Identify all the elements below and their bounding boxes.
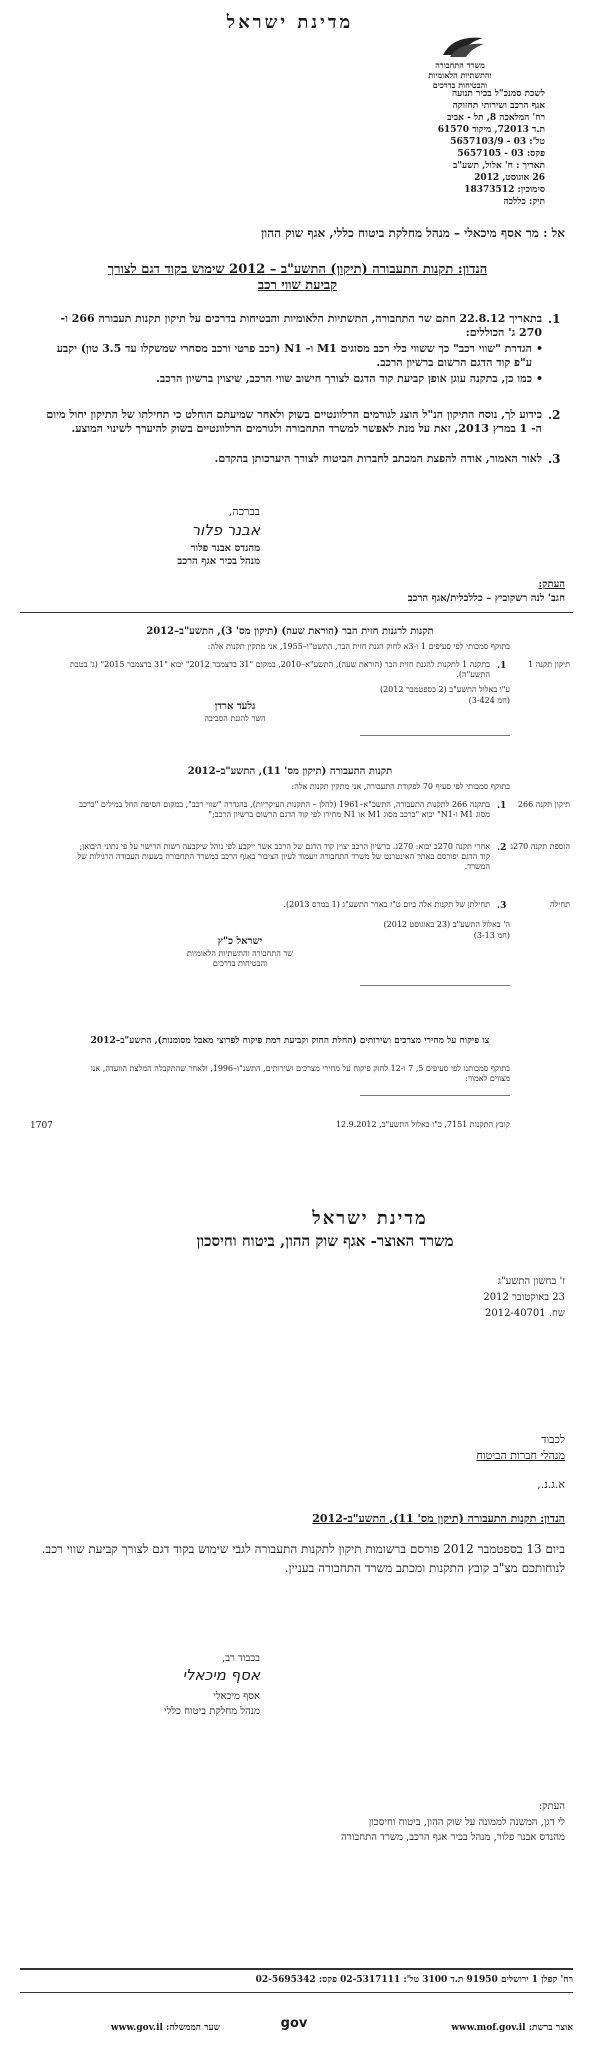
letter2-date-greg: 23 באוקטובר 2012	[483, 1292, 565, 1303]
gazette-reg2-signer: ישראל כ"ץ	[217, 936, 263, 947]
letter2-dept-title: משרד האוצר- אגף שוק ההון, ביטוח וחיסכון	[196, 1232, 454, 1250]
letter1-cc-line: חגב' לנה רשקוביץ – כללכלית/אגף הרכב	[407, 593, 565, 604]
gazette-reg2-signer-title	[160, 949, 320, 969]
letter1-para2: כידוע לך, נוסח התיקון הנ"ל הוצג לגורמים הרלוונטיים בשוק ולאחר שמיעתם הוחלט כי תחילתו של התיקון יחול מיום ה- 1 במרץ 2013, זאת על מנת לאפשר למשרד התחבורה ולגורמים הרלוונטיים בשוק להיערך לשינוי המוצע.	[46, 408, 542, 435]
gazette-reg1-ref: (חמ 3-424)	[468, 696, 510, 705]
para-number: .2	[548, 408, 561, 422]
letter2-regards: בכבוד רב,	[222, 1653, 260, 1664]
gazette-reg3-title: צו פיקוח על מחירי מצרכים ושירותים (החלת החוק וקביעת רמת פיקוח לפרוצי מאבל מסומנות), התשע"ב–2012	[90, 1036, 490, 1046]
sender-line: ת.ד 72013, מיקוד 61570	[437, 125, 545, 135]
gazette-margin-note: הוספת תקנה 270ג	[510, 842, 570, 851]
gazette-page-number: 1707	[30, 1121, 53, 1131]
sender-line: אגף הרכב ושירותי תחזוקה	[452, 101, 545, 111]
letter2-body: ביום 13 בספטמבר 2012 פורסם ברשומות תיקון לתקנות התעבורה לגבי שימוש בקוד דגם לצורך קביעת שווי רכב. לנוחותכם מצ"ב קובץ התקנות ומכתב משרד התחבורה בעניין.	[41, 1542, 565, 1575]
para-number: .2	[497, 843, 507, 853]
ministry-emblem-icon	[438, 30, 488, 60]
sender-line: פקס: 03 - 5657105	[457, 149, 545, 159]
gazette-margin-note: תיקון תקנה 266	[517, 800, 570, 809]
letter1-subject-line: הנדון: תקנות התעבורה (תיקון) התשע"ב – 2012 שימוש בקוד דגם לצורך	[107, 262, 488, 277]
letter2-subject: הנדון: תקנות התעבורה (תיקון מס' 11), התשע"ב-2012	[312, 1512, 565, 1525]
ministry-logo-line: משרד התחבורה	[435, 60, 485, 70]
letter2-greeting: א.ג.נ.,	[537, 1478, 565, 1491]
sender-block	[395, 88, 545, 208]
letter1-cc-label: העתק:	[538, 579, 565, 590]
letter1-subject-line: קביעת שווי רכב	[257, 278, 338, 293]
sender-line: רח' המלאכה 8, תל - אביב	[447, 113, 545, 123]
signer-title-line: שר התחבורה והתשתיות הלאומיות	[187, 949, 293, 958]
letter1-signature: אבנר פלור	[191, 521, 260, 539]
gazette-reg2-para3: תחילתן של תקנות אלה ביום ט"ז באדר התשע"ג (1 במרס 2013).	[283, 900, 490, 909]
divider	[360, 735, 510, 736]
letter2-cc-label: העתק:	[538, 1801, 565, 1812]
gazette-reg1-title: תקנות לרגנות חזית הבר (הוראת שעה) (תיקון מס' 3), התשע"ב–2012	[146, 626, 434, 637]
state-title: מדינת ישראל	[312, 1208, 428, 1229]
gazette-reg1-signer: גלעד ארדן	[214, 701, 256, 712]
letter2-signature: אסף מיכאלי	[182, 1666, 260, 1684]
para-number: .3	[497, 901, 507, 911]
gazette-margin-note: תחילה	[549, 900, 570, 909]
para-number: .1	[497, 661, 507, 671]
gazette-reg2-para1: בתקנה 266 לתקנות התעבורה, התשכ"א–1961 (להלן – התקנות העיקריות), בהגדרה "שווי רכב", במקום הסיפה החל במילים "ברכב מסוג M1 ו-N1" יבוא "ברכב מסוג M1 או N1 מחירו לפי קוד הדגם הרשום ברשיון הרכב;"	[79, 800, 490, 819]
gazette-reg2-date: ה' באלול התשע"ב (23 באוגוסט 2012)	[383, 920, 510, 929]
gazette-reg1-text: בתקנה 1 לתקנות להגנת חזית הבר (הוראת שעה), התשע"א–2010, במקום "31 בדצמבר 2012" יבוא "31 בדצמבר 2015" (ג' בטבת התשע"ה).	[70, 660, 490, 679]
letter1-addressee: אל : מר אסף מיכאלי – מנהל מחלקת ביטוח כללי, אגף שוק ההון	[261, 226, 565, 240]
sender-line: תיק: כללכה	[503, 197, 545, 207]
letter2-to-label: לכבוד	[541, 1433, 565, 1446]
letter1-regards: בברכה,	[228, 505, 260, 518]
gov-logo-icon: gov	[280, 2016, 308, 2031]
gazette-reg1-signer-title: השר להגנת הסביבה	[204, 714, 266, 723]
sender-line: טל': 03 - 5657103/9	[450, 137, 545, 147]
gazette-reg2-intro: בתוקף סמכותי לפי סעיף 70 לפקודת התעבורה, אני מתקין תקנות אלה:	[291, 782, 510, 791]
gazette-margin-note: תיקון תקנה 1	[528, 660, 570, 669]
letter2-cc-line: מהנדס אבנר פלור, מנהל בכיר אגף הרכב, משרד התחבורה	[341, 1832, 565, 1843]
bullet-icon: •	[536, 342, 544, 355]
gazette-reg2-ref: (חמ 3-13)	[473, 931, 510, 940]
letter1-bullet1: הגדרת "שווי רכב" כך ששווי כלי רכב מסוגים M1 ו- N1 (רכב פרטי ורכב מסחרי שמשקלו עד 3.5 טון) יקבע ע"פ קוד הדגם הרשום ברשיון הרכב.	[56, 342, 532, 369]
ministry-logo-line: והבטיחות בדרכים	[432, 80, 488, 90]
bullet-icon: •	[536, 372, 544, 385]
letter1-para3: לאור האמור, אודה להפצת המכתב לחברות הביטוח לצורך היערכותן בהקדם.	[214, 452, 542, 465]
footer-divider	[20, 1968, 573, 1970]
divider	[20, 612, 573, 613]
letter2-signer-title: מנהל מחלקת ביטוח כללי	[164, 1706, 260, 1717]
letter2-signer-name: אסף מיכאלי	[213, 1691, 260, 1702]
gazette-footer-note: קובץ התקנות 7151, כ"ו באלול התשע"ב, 12.9.2012	[335, 1120, 510, 1129]
gazette-reg1-date: ע"ו באלול התשע"ב (2 בספטמבר 2012)	[379, 685, 510, 694]
divider	[360, 1095, 510, 1096]
para-number: .3	[548, 452, 561, 466]
letter1-signer-title: מנהל בכיר אגף הרכב	[177, 556, 260, 567]
signer-title-line: והבטיחות בדרכים	[212, 959, 268, 968]
gazette-reg3-text: בתוקף סמכותנו לפי סעיפים 5, 7 ו-12 לחוק פיקוח על מחירי מצרכים ושירותים, התשנ"ו–1996, ולאחר שהתקבלה המלצת הוועדה, אנו מצווים לאמור:	[90, 1064, 510, 1083]
para-number: .1	[548, 312, 561, 326]
letter1-subject	[30, 262, 565, 294]
sender-line: 26 אוגוסט, 2012	[474, 173, 545, 183]
state-title: מדינת ישראל	[226, 12, 354, 33]
ministry-logo-text	[405, 60, 515, 90]
footer-mof-site[interactable]: אוצר ברשת: www.mof.gov.il	[451, 2023, 573, 2033]
gazette-reg2-para2: אחרי תקנה 270ב יבוא: 270ג. ברשיון הרכב יצוין קוד הדגם של הרכב אשר ייקבע לפי נוהל שיקבעה רשות הרישוי על פי נתוני היבואן; קוד הדגם יפורסם באתר האינטרנט של משרד התחבורה ויעמוד לעיון הציבור באגף הרכב במשרד התחבורה בשעות העבודה הרגילות של המשרד.	[77, 842, 490, 871]
ministry-logo-line: והתשתיות הלאומיות	[428, 70, 492, 80]
footer-gov-site[interactable]: שער הממשלה: www.gov.il	[110, 2023, 220, 2033]
sender-line: סימוכין: 18373512	[464, 185, 545, 195]
para-number: .1	[497, 801, 507, 811]
letter1-bullet2: כמו כן, בתקנה עוגן אופן קביעת קוד הדגם לצורך חישוב שווי הרכב, שיצוין ברשיון הרכב.	[156, 372, 532, 385]
footer-address: רח' קפלן 1 ירושלים 91950 ת.ד 3100 טל': 02-5317111 פקס: 02-5695342	[255, 1975, 573, 1985]
sender-line: לשכת סמנכ"ל בכיר תנועה	[451, 89, 545, 99]
divider	[360, 985, 510, 986]
gazette-reg1-intro: בתוקף סמכותי לפי סעיפים 1 ו-3א לחוק הגנת חזית הבר, התשט"ו–1955, אני מתקין תקנות אלה:	[207, 642, 510, 651]
letter2-cc-line: לי דגן, המשנה לממונה על שוק ההון, ביטוח וחיסכון	[368, 1817, 565, 1828]
letter2-date-hebrew: ז' בחשון התשע"ג	[497, 1276, 565, 1287]
footer-divider	[20, 1992, 573, 1993]
letter1-para1: בתאריך 22.8.12 חתם שר התחבורה, התשתיות הלאומיות והבטיחות בדרכים על תיקון תקנות תעבורה 266 ו- 270 ג' הכוללים:	[60, 312, 542, 339]
letter1-signer-name: מהנדס אבנר פלור	[190, 543, 260, 554]
letter2-to-name: מנהלי חברות הביטוח	[476, 1449, 565, 1462]
sender-line: תאריך : ח' אלול, תשע"ב	[452, 161, 545, 171]
gazette-reg2-title: תקנות התעבורה (תיקון מס' 11), התשע"ב–2012	[187, 766, 393, 777]
letter2-reference: שח. 2012-40701	[485, 1308, 565, 1319]
